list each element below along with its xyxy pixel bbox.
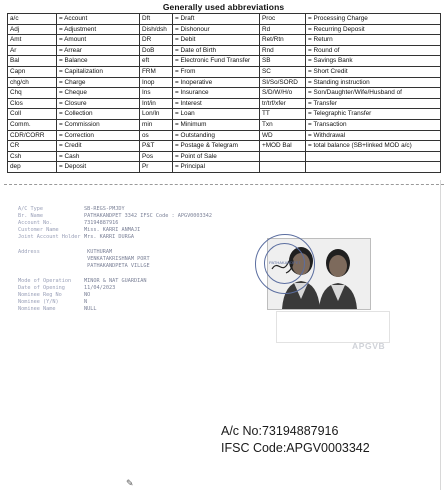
detail-value: 73194887916 <box>84 220 119 226</box>
abbreviation-meaning: = Round of <box>306 45 441 56</box>
abbreviation-code: Coll <box>8 109 57 120</box>
abbreviation-meaning: = Telegraphic Transfer <box>306 109 441 120</box>
detail-row <box>18 220 258 227</box>
abbreviation-meaning: = Dishonour <box>173 24 260 35</box>
abbreviation-row <box>8 98 441 109</box>
abbreviation-code: Pr <box>140 162 173 173</box>
abbreviation-code: Csh <box>8 151 57 162</box>
abbreviation-code: Ar <box>8 45 57 56</box>
abbreviations-title: Generally used abbreviations <box>162 2 285 12</box>
abbreviation-row <box>8 14 441 25</box>
abbreviation-meaning: = Loan <box>173 109 260 120</box>
detail-row <box>18 299 258 306</box>
passbook-details <box>18 206 258 313</box>
detail-value: N <box>84 299 88 305</box>
abbreviation-code: DR <box>140 35 173 46</box>
abbreviation-meaning: = Outstanding <box>173 130 260 141</box>
abbreviation-code: Clos <box>8 98 57 109</box>
abbreviation-code: CR <box>8 141 57 152</box>
abbreviation-meaning: = Charge <box>57 77 140 88</box>
abbreviation-code: CDR/CORR <box>8 130 57 141</box>
abbreviation-meaning: = Correction <box>57 130 140 141</box>
abbreviation-code: SI/So/SORD <box>260 77 306 88</box>
detail-row <box>18 292 258 299</box>
abbreviation-code: Ret/Rtn <box>260 35 306 46</box>
bank-watermark: APGVB <box>352 341 386 351</box>
ifsc-line: IFSC Code:APGV0003342 <box>221 441 370 455</box>
detail-row <box>18 234 258 241</box>
abbreviation-code: Dft <box>140 14 173 25</box>
abbreviations-table-body <box>8 14 441 173</box>
abbreviation-meaning: = Interest <box>173 98 260 109</box>
abbreviation-code: TT <box>260 109 306 120</box>
detail-value: Miss. KARRI ANMAJI <box>84 227 141 233</box>
abbreviation-code: min <box>140 119 173 130</box>
abbreviation-meaning: = Debit <box>173 35 260 46</box>
abbreviation-meaning: = Balance <box>57 56 140 67</box>
abbreviation-meaning <box>306 162 441 173</box>
abbreviation-code: os <box>140 130 173 141</box>
abbreviation-meaning: = From <box>173 66 260 77</box>
abbreviation-meaning: = Insurance <box>173 88 260 99</box>
abbreviation-row <box>8 45 441 56</box>
abbreviation-code: Rd <box>260 24 306 35</box>
abbreviation-code: Pos <box>140 151 173 162</box>
abbreviation-code: Int/in <box>140 98 173 109</box>
abbreviation-meaning: = Inoperative <box>173 77 260 88</box>
abbreviation-code: Bal <box>8 56 57 67</box>
abbreviation-meaning: = Deposit <box>57 162 140 173</box>
abbreviation-code: WD <box>260 130 306 141</box>
abbreviation-meaning: = Minimum <box>173 119 260 130</box>
detail-label: Mode of Operation <box>18 278 72 284</box>
abbreviation-code: Rnd <box>260 45 306 56</box>
abbreviation-code: tr/trf/xfer <box>260 98 306 109</box>
abbreviation-code <box>260 151 306 162</box>
abbreviation-row <box>8 141 441 152</box>
abbreviation-row <box>8 35 441 46</box>
abbreviation-code: Proc <box>260 14 306 25</box>
abbreviation-code: SC <box>260 66 306 77</box>
operation-fields <box>18 278 258 313</box>
abbreviation-meaning: = Collection <box>57 109 140 120</box>
spacer <box>18 270 258 278</box>
abbreviation-row <box>8 151 441 162</box>
abbreviation-meaning: = Transaction <box>306 119 441 130</box>
detail-value: Mrs. KARRI DURGA <box>84 234 134 240</box>
abbreviation-meaning: = Son/Daughter/Wife/Husband of <box>306 88 441 99</box>
abbreviation-code: Capn <box>8 66 57 77</box>
small-mark-icon: ✎ <box>126 478 134 488</box>
abbreviation-code <box>260 162 306 173</box>
abbreviation-code: SB <box>260 56 306 67</box>
address-row <box>18 263 258 270</box>
abbreviation-meaning: = Point of Sale <box>173 151 260 162</box>
abbreviation-code: Comm. <box>8 119 57 130</box>
abbreviation-row <box>8 24 441 35</box>
address-line: PATHAKANDPETA VILLGE <box>87 263 150 269</box>
abbreviation-code: FRM <box>140 66 173 77</box>
abbreviation-row <box>8 56 441 67</box>
abbreviation-row <box>8 162 441 173</box>
detail-label: Nominee Reg No <box>18 292 62 298</box>
abbreviation-meaning: = Electronic Fund Transfer <box>173 56 260 67</box>
address-label: Address <box>18 249 40 255</box>
abbreviation-meaning: = Principal <box>173 162 260 173</box>
detail-label: Account No. <box>18 220 53 226</box>
abbreviation-meaning: = Cheque <box>57 88 140 99</box>
abbreviation-meaning: = Credit <box>57 141 140 152</box>
address-row <box>18 256 258 263</box>
abbreviation-meaning: = Account <box>57 14 140 25</box>
bank-stamp <box>255 234 315 294</box>
abbreviation-row <box>8 66 441 77</box>
spacer <box>18 241 258 249</box>
abbreviation-row <box>8 88 441 99</box>
abbreviation-row <box>8 77 441 88</box>
address-line: KUTHURAM <box>87 249 113 255</box>
abbreviation-meaning: = Closure <box>57 98 140 109</box>
detail-value: 11/04/2023 <box>84 285 116 291</box>
abbreviation-code: eft <box>140 56 173 67</box>
abbreviation-meaning: = Arrear <box>57 45 140 56</box>
abbreviation-code: chg/ch <box>8 77 57 88</box>
page-edge <box>440 180 441 490</box>
abbreviation-meaning: = Processing Charge <box>306 14 441 25</box>
abbreviation-meaning: = Transfer <box>306 98 441 109</box>
detail-label: A/C Type <box>18 206 43 212</box>
detail-row <box>18 306 258 313</box>
account-info <box>221 423 370 457</box>
abbreviation-meaning: = Capitalization <box>57 66 140 77</box>
detail-label: Date of Opening <box>18 285 65 291</box>
abbreviation-row <box>8 109 441 120</box>
abbreviation-code: S/D/W/H/o <box>260 88 306 99</box>
abbreviation-code: DoB <box>140 45 173 56</box>
detail-label: Nominee Name <box>18 306 56 312</box>
detail-label: Joint Account Holder <box>18 234 81 240</box>
abbreviation-code: Amt <box>8 35 57 46</box>
abbreviation-meaning: = Date of Birth <box>173 45 260 56</box>
abbreviation-code: Ins <box>140 88 173 99</box>
abbreviation-code: Inop <box>140 77 173 88</box>
abbreviation-meaning: = total balance (SB+linked MOD a/c) <box>306 141 441 152</box>
detail-row <box>18 227 258 234</box>
detail-row <box>18 278 258 285</box>
abbreviation-meaning: = Savings Bank <box>306 56 441 67</box>
abbreviation-meaning: = Return <box>306 35 441 46</box>
abbreviation-meaning: = Short Credit <box>306 66 441 77</box>
abbreviation-row <box>8 119 441 130</box>
detail-row <box>18 206 258 213</box>
abbreviation-meaning: = Draft <box>173 14 260 25</box>
address-row <box>18 249 258 256</box>
abbreviation-meaning: = Adjustment <box>57 24 140 35</box>
detail-value: NULL <box>84 306 97 312</box>
abbreviation-meaning: = Recurring Deposit <box>306 24 441 35</box>
detail-value: PATHAKANDPET 3342 IFSC Code : APGV0003342 <box>84 213 213 219</box>
abbreviation-meaning: = Postage & Telegram <box>173 141 260 152</box>
abbreviation-code: Txn <box>260 119 306 130</box>
abbreviations-table <box>7 13 441 173</box>
abbreviation-row <box>8 130 441 141</box>
detail-value: MINOR & NAT GUARDIAN <box>84 278 147 284</box>
account-number-line: A/c No:73194887916 <box>221 424 339 438</box>
abbreviation-code: Lon/ln <box>140 109 173 120</box>
address-line: VENKATAKRISHNAM PORT <box>87 256 150 262</box>
abbreviation-meaning: = Withdrawal <box>306 130 441 141</box>
abbreviation-code: Dish/dsh <box>140 24 173 35</box>
account-fields <box>18 206 258 241</box>
detail-label: Br. Name <box>18 213 43 219</box>
detail-value: SB-REGS-PMJDY <box>84 206 125 212</box>
abbreviation-meaning: = Commission <box>57 119 140 130</box>
abbreviation-code: Adj <box>8 24 57 35</box>
abbreviation-meaning: = Standing instruction <box>306 77 441 88</box>
abbreviation-meaning: = Amount <box>57 35 140 46</box>
abbreviation-code: P&T <box>140 141 173 152</box>
abbreviation-code: +MOD Bal <box>260 141 306 152</box>
detail-row <box>18 213 258 220</box>
detail-value: NO <box>84 292 91 298</box>
detail-label: Customer Name <box>18 227 59 233</box>
perforation-line <box>4 184 444 185</box>
abbreviation-meaning <box>306 151 441 162</box>
seal-panel <box>276 311 390 343</box>
abbreviation-meaning: = Cash <box>57 151 140 162</box>
abbreviation-code: Chq <box>8 88 57 99</box>
detail-row <box>18 285 258 292</box>
stamp-text: PATHAKANDPET <box>269 260 301 265</box>
abbreviation-code: a/c <box>8 14 57 25</box>
detail-label: Nominee (Y/N) <box>18 299 59 305</box>
abbreviation-code: dep <box>8 162 57 173</box>
